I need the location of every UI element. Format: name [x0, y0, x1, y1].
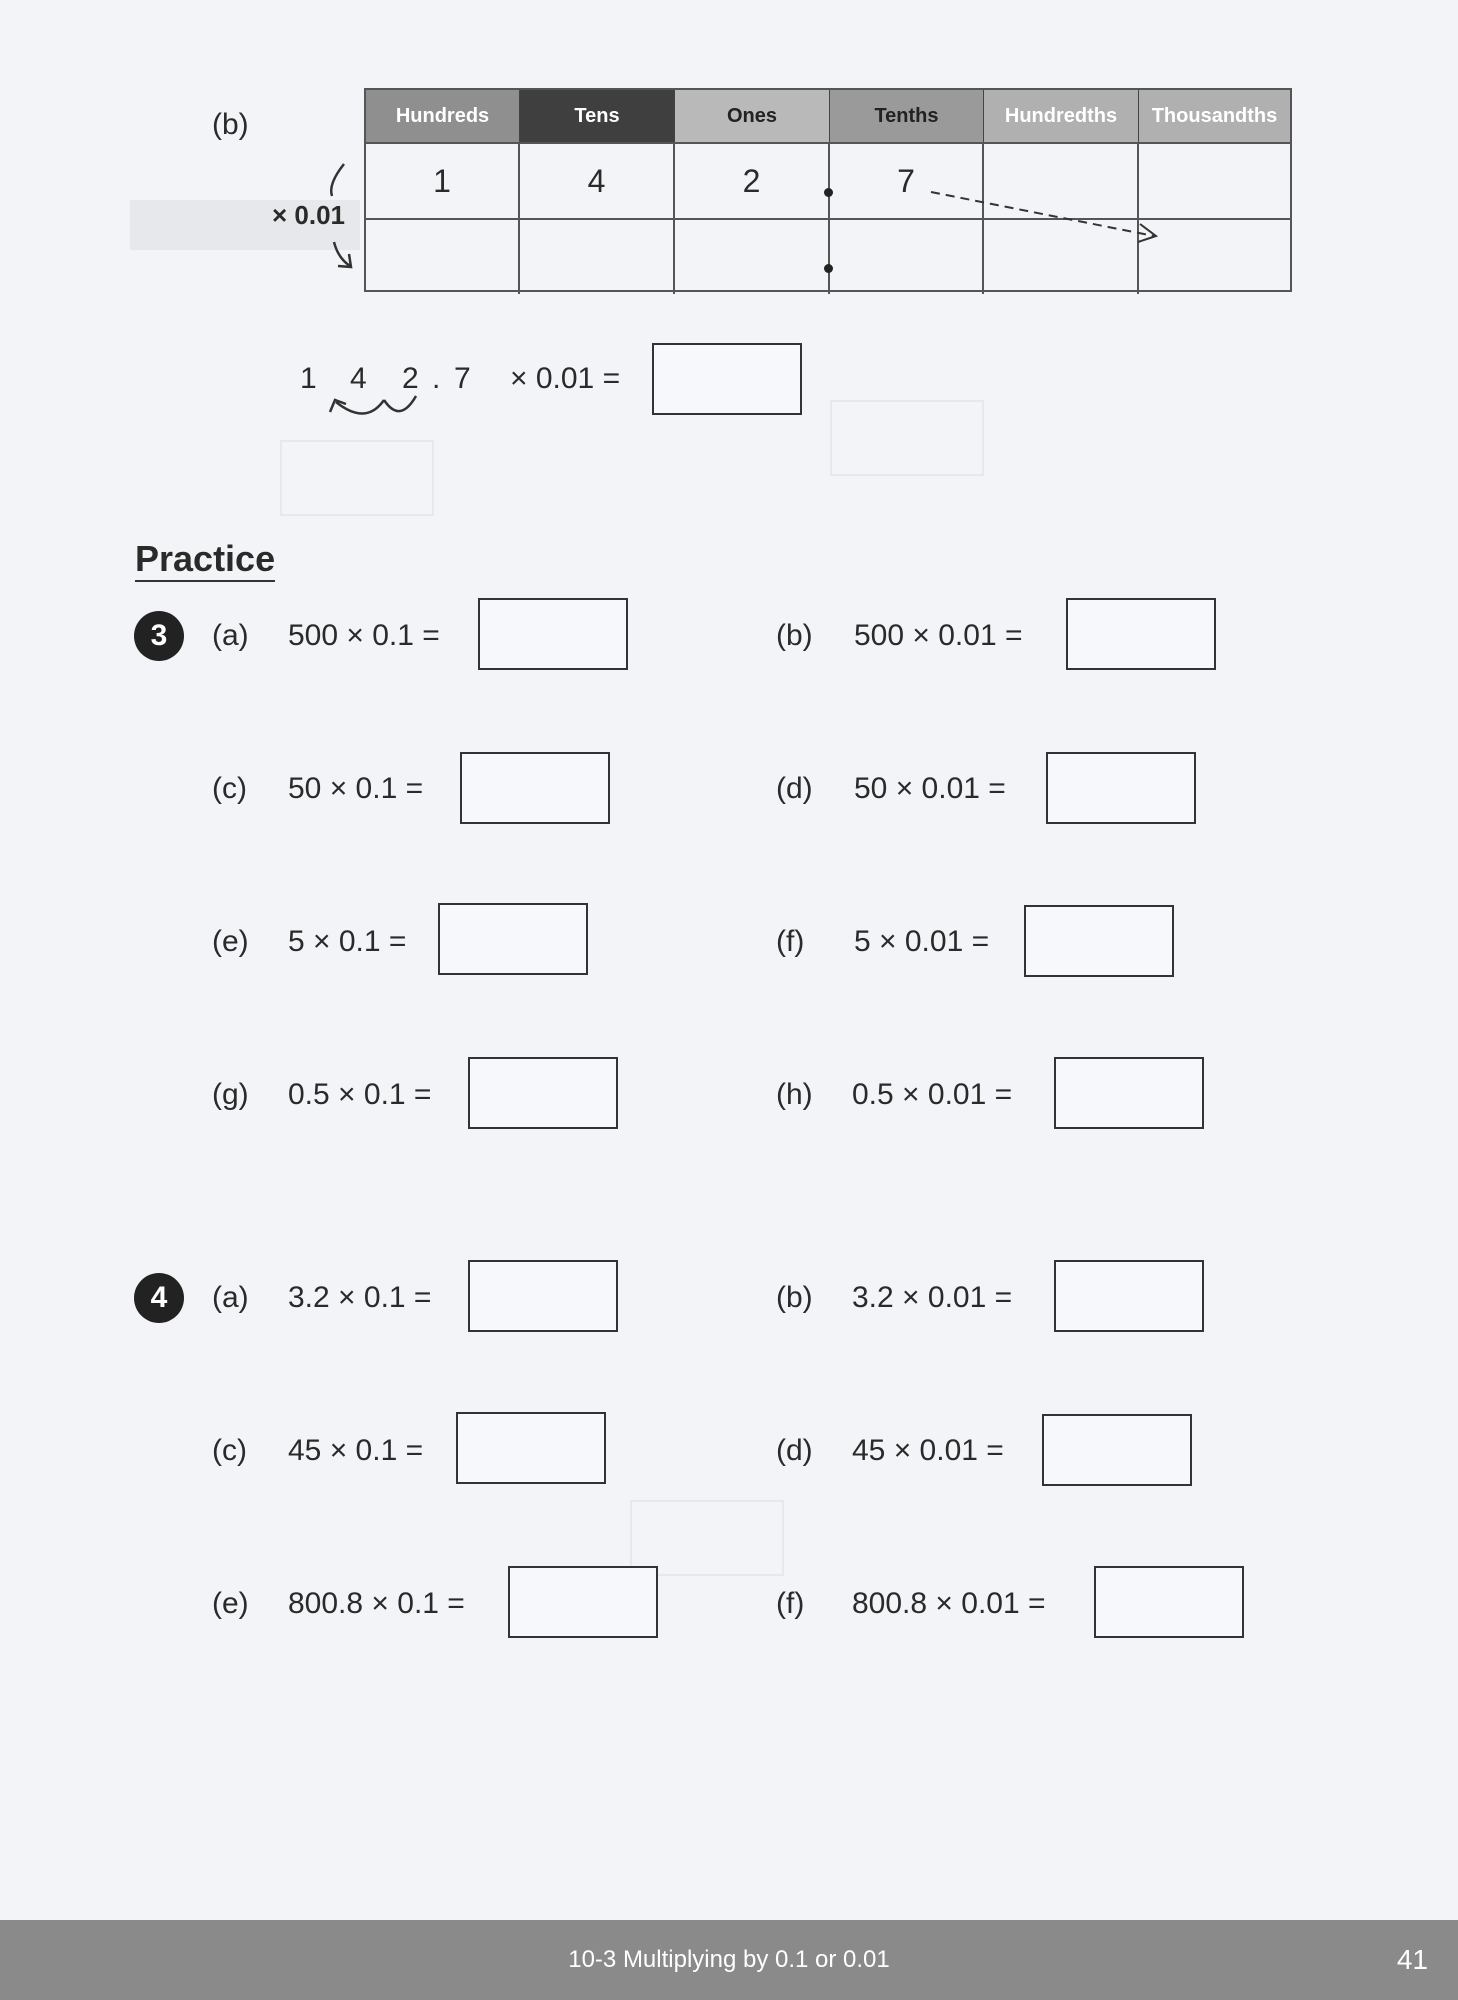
item-expression: 45 × 0.01 = — [852, 1434, 1004, 1467]
expression-tail: × 0.01 = — [510, 362, 621, 395]
item-expression: 0.5 × 0.1 = — [288, 1078, 432, 1111]
curved-arrow-icon — [322, 160, 362, 272]
item-expression: 500 × 0.01 = — [854, 619, 1023, 652]
answer-box[interactable] — [652, 343, 802, 415]
answer-box[interactable] — [508, 1566, 658, 1638]
header-hundredths: Hundredths — [984, 90, 1139, 142]
item-label: (e) — [212, 1587, 249, 1620]
answer-box[interactable] — [478, 598, 628, 670]
item-label: (b) — [776, 1281, 813, 1314]
cell-tens: 4 — [520, 142, 675, 218]
item-label: (b) — [776, 619, 813, 652]
item-expression: 0.5 × 0.01 = — [852, 1078, 1013, 1111]
item-label: (c) — [212, 772, 247, 805]
answer-cell[interactable] — [366, 218, 520, 294]
digit: 2 — [402, 362, 419, 395]
item-label: (g) — [212, 1078, 249, 1111]
digit: 4 — [350, 362, 367, 395]
item-expression: 800.8 × 0.01 = — [852, 1587, 1046, 1620]
answer-box[interactable] — [438, 903, 588, 975]
multiplier-label: × 0.01 — [272, 200, 346, 230]
header-hundreds: Hundreds — [366, 90, 520, 142]
item-label: (a) — [212, 1281, 249, 1314]
item-expression: 50 × 0.01 = — [854, 772, 1006, 805]
item-expression: 3.2 × 0.1 = — [288, 1281, 432, 1314]
item-expression: 45 × 0.1 = — [288, 1434, 424, 1467]
answer-cell[interactable] — [520, 218, 675, 294]
digit: 1 — [300, 362, 317, 395]
item-expression: 3.2 × 0.01 = — [852, 1281, 1013, 1314]
answer-box[interactable] — [468, 1057, 618, 1129]
header-ones: Ones — [675, 90, 830, 142]
decimal-dot: . — [432, 362, 441, 395]
item-expression: 800.8 × 0.1 = — [288, 1587, 465, 1620]
answer-box[interactable] — [460, 752, 610, 824]
page-number: 41 — [1396, 1944, 1428, 1975]
footer-section-title: 10-3 Multiplying by 0.1 or 0.01 — [568, 1946, 890, 1973]
answer-box[interactable] — [1054, 1057, 1204, 1129]
cell-hundreds: 1 — [366, 142, 520, 218]
item-label: (a) — [212, 619, 249, 652]
item-label: (e) — [212, 925, 249, 958]
answer-box[interactable] — [468, 1260, 618, 1332]
cell-ones: 2 — [675, 142, 830, 218]
answer-box[interactable] — [1054, 1260, 1204, 1332]
answer-box[interactable] — [1094, 1566, 1244, 1638]
item-label: (h) — [776, 1078, 813, 1111]
answer-box[interactable] — [1024, 905, 1174, 977]
answer-box[interactable] — [1046, 752, 1196, 824]
item-label: (c) — [212, 1434, 247, 1467]
place-value-table — [364, 88, 1292, 292]
dashed-shift-arrow — [926, 186, 1166, 246]
item-expression: 5 × 0.1 = — [288, 925, 407, 958]
cell-tenths: 7 — [830, 142, 984, 218]
decimal-point — [824, 188, 833, 197]
item-label: (f) — [776, 925, 805, 958]
digit: 7 — [454, 362, 471, 395]
header-thousandths: Thousandths — [1139, 90, 1290, 142]
answer-box[interactable] — [456, 1412, 606, 1484]
page-footer — [0, 1920, 1458, 2000]
item-label: (d) — [776, 772, 813, 805]
question-number-3: 3 — [134, 611, 184, 661]
practice-title: Practice — [135, 538, 275, 582]
answer-cell[interactable] — [675, 218, 830, 294]
item-expression: 5 × 0.01 = — [854, 925, 990, 958]
hop-arrows-icon — [326, 392, 446, 428]
item-label: (d) — [776, 1434, 813, 1467]
item-label: (f) — [776, 1587, 805, 1620]
item-expression: 50 × 0.1 = — [288, 772, 424, 805]
part-b-label: (b) — [212, 108, 249, 141]
answer-box[interactable] — [1042, 1414, 1192, 1486]
header-tens: Tens — [520, 90, 675, 142]
item-expression: 500 × 0.1 = — [288, 619, 440, 652]
answer-box[interactable] — [1066, 598, 1216, 670]
decimal-point — [824, 264, 833, 273]
header-tenths: Tenths — [830, 90, 984, 142]
question-number-4: 4 — [134, 1273, 184, 1323]
